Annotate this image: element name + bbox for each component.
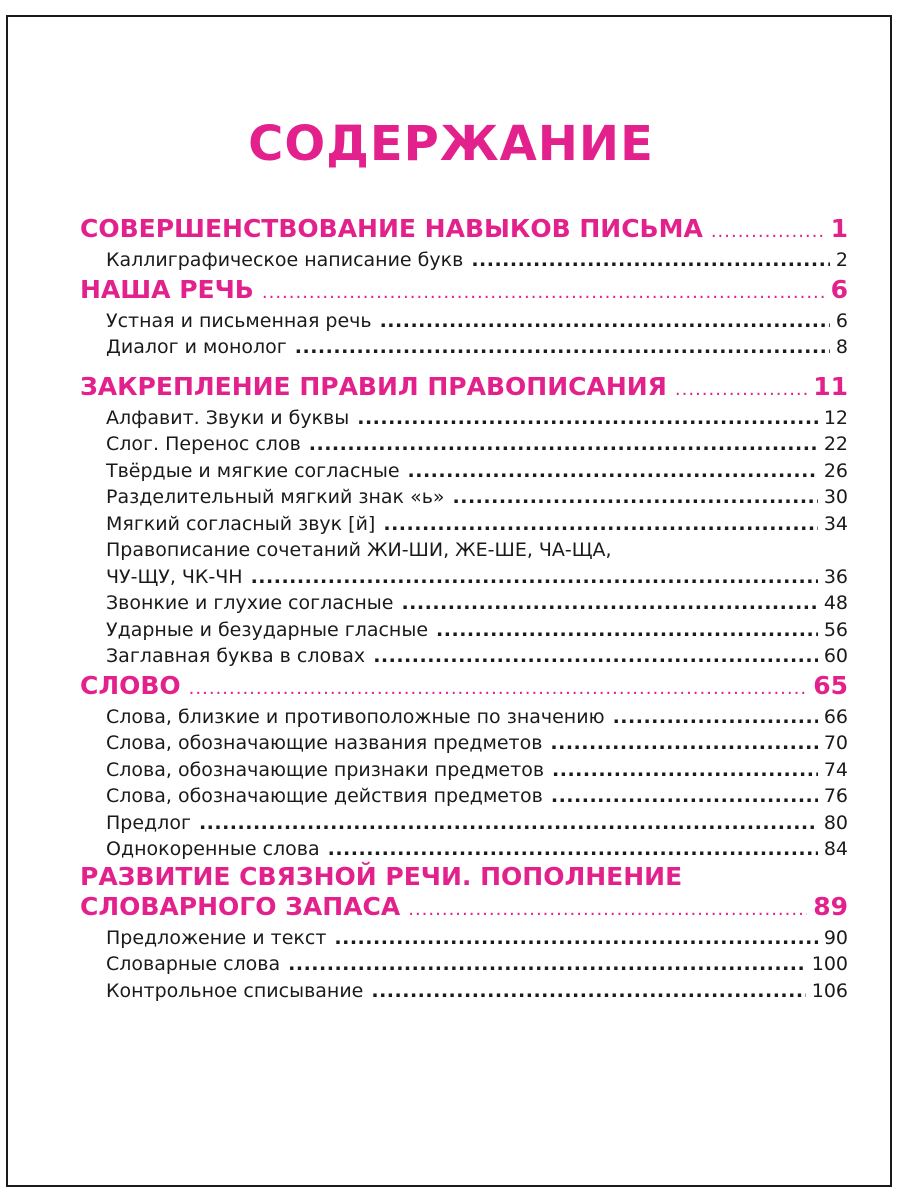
item-title: ЧУ-ЩУ, ЧК-ЧН <box>106 565 243 588</box>
toc-item <box>80 978 848 1005</box>
dot-leader <box>295 334 830 361</box>
toc-item <box>80 730 848 757</box>
table-of-contents <box>80 213 848 1004</box>
page-title: СОДЕРЖАНИЕ <box>248 116 654 172</box>
item-title: Разделительный мягкий знак «ь» <box>106 486 445 508</box>
section-title: СЛОВАРНОГО ЗАПАСА <box>80 891 401 921</box>
section-title: ЗАКРЕПЛЕНИЕ ПРАВИЛ ПРАВОПИСАНИЯ <box>80 371 667 401</box>
page-number: 84 <box>823 838 848 860</box>
section-title: СЛОВО <box>80 670 181 700</box>
toc-item <box>80 836 848 863</box>
page-number: 106 <box>811 979 848 1002</box>
toc-item <box>80 458 848 485</box>
page <box>6 15 892 1187</box>
dot-leader <box>552 757 818 784</box>
toc-section <box>80 670 848 704</box>
dot-leader <box>251 564 818 591</box>
item-title: Каллиграфическое написание букв <box>106 249 464 271</box>
page-number: 89 <box>813 891 848 921</box>
page-number: 76 <box>823 785 848 807</box>
page-number: 90 <box>823 926 848 949</box>
spacer <box>80 361 848 371</box>
page-number: 56 <box>823 618 848 641</box>
page-number: 2 <box>835 249 848 271</box>
page-number: 66 <box>823 705 848 728</box>
dot-leader <box>380 308 830 335</box>
page-number: 6 <box>830 274 848 304</box>
page-number: 26 <box>823 459 848 482</box>
section-title-line1: РАЗВИТИЕ СВЯЗНОЙ РЕЧИ. ПОПОЛНЕНИЕ <box>80 861 683 891</box>
dot-leader <box>334 925 817 952</box>
page-number: 6 <box>835 309 848 332</box>
toc-section <box>80 274 848 308</box>
item-title: Слова, обозначающие действия предметов <box>106 785 543 807</box>
item-title: Устная и письменная речь <box>106 309 372 332</box>
item-title: Мягкий согласный звук [й] <box>106 512 376 535</box>
item-title: Твёрдые и мягкие согласные <box>106 459 400 482</box>
dot-leader <box>436 617 818 644</box>
dot-leader <box>357 405 818 432</box>
dot-leader <box>373 643 818 670</box>
item-title-line1: Правописание сочетаний ЖИ-ШИ, ЖЕ-ШЕ, ЧА-ЩА, <box>106 539 612 561</box>
page-number: 30 <box>823 486 848 508</box>
item-title: Звонкие и глухие согласные <box>106 592 394 614</box>
dot-leader <box>328 836 818 863</box>
toc-item <box>80 484 848 511</box>
page-number: 60 <box>823 645 848 667</box>
dot-leader <box>189 673 808 704</box>
dot-leader <box>371 978 805 1005</box>
dot-leader <box>613 704 818 731</box>
toc-item <box>80 511 848 538</box>
toc-item <box>80 334 848 361</box>
toc-item <box>80 925 848 952</box>
page-number: 34 <box>823 512 848 535</box>
page-number: 1 <box>830 214 848 243</box>
page-number: 70 <box>823 732 848 754</box>
toc-item <box>80 643 848 670</box>
dot-leader <box>408 458 818 485</box>
dot-leader <box>383 511 817 538</box>
page-number: 74 <box>823 758 848 781</box>
toc-item <box>80 617 848 644</box>
page-number: 12 <box>823 406 848 429</box>
page-number: 11 <box>813 371 848 401</box>
page-number: 8 <box>835 336 848 358</box>
dot-leader <box>711 216 825 247</box>
toc-item <box>80 810 848 837</box>
dot-leader <box>309 431 818 458</box>
toc-section <box>80 371 848 405</box>
dot-leader <box>471 247 830 274</box>
item-title: Предлог <box>106 811 191 834</box>
item-title: Заглавная буква в словах <box>106 645 366 667</box>
page-number: 48 <box>823 592 848 614</box>
item-title: Ударные и безударные гласные <box>106 618 429 641</box>
page-number: 65 <box>813 670 848 700</box>
dot-leader <box>550 730 817 757</box>
dot-leader <box>199 810 818 837</box>
toc-section <box>80 891 848 925</box>
dot-leader <box>262 277 825 308</box>
item-title: Контрольное списывание <box>106 979 364 1002</box>
item-title: Однокоренные слова <box>106 838 320 860</box>
dot-leader <box>408 894 807 925</box>
item-title: Словарные слова <box>106 953 281 975</box>
section-title: СОВЕРШЕНСТВОВАНИЕ НАВЫКОВ ПИСЬМА <box>80 214 703 243</box>
page-number: 36 <box>823 565 848 588</box>
dot-leader <box>401 590 817 617</box>
dot-leader <box>551 783 818 810</box>
page-number: 100 <box>811 953 848 975</box>
item-title: Предложение и текст <box>106 926 327 949</box>
toc-item <box>80 431 848 458</box>
toc-item <box>80 590 848 617</box>
page-number: 22 <box>823 433 848 455</box>
toc-section <box>80 213 848 247</box>
toc-item <box>80 308 848 335</box>
toc-item <box>80 564 848 591</box>
item-title: Слова, близкие и противоположные по значению <box>106 705 605 728</box>
dot-leader <box>288 951 806 978</box>
toc-item <box>80 951 848 978</box>
toc-item <box>80 757 848 784</box>
item-title: Алфавит. Звуки и буквы <box>106 406 350 429</box>
section-title: НАША РЕЧЬ <box>80 274 254 304</box>
dot-leader <box>675 374 807 405</box>
dot-leader <box>453 484 818 511</box>
item-title: Слог. Перенос слов <box>106 433 301 455</box>
item-title: Слова, обозначающие названия предметов <box>106 732 543 754</box>
toc-item <box>80 405 848 432</box>
toc-item <box>80 783 848 810</box>
item-title: Диалог и монолог <box>106 336 287 358</box>
toc-item <box>80 704 848 731</box>
item-title: Слова, обозначающие признаки предметов <box>106 758 545 781</box>
page-number: 80 <box>823 811 848 834</box>
toc-item <box>80 247 848 274</box>
